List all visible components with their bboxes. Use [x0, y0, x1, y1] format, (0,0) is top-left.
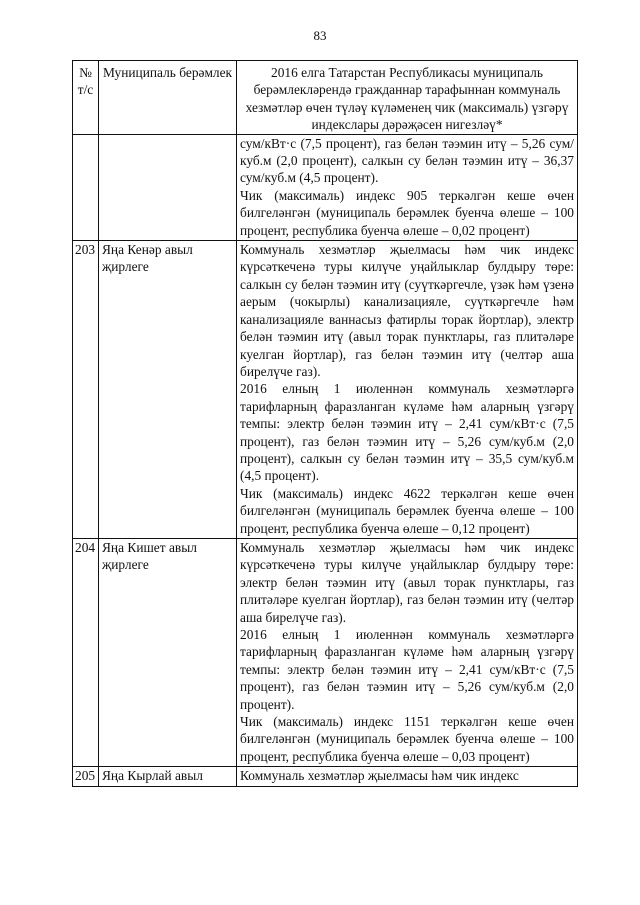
- table-header-row: [73, 61, 578, 135]
- row-description: [237, 767, 578, 786]
- row-municipality: Яңа Кырлай авыл: [99, 767, 237, 786]
- row-number: 204: [73, 538, 99, 766]
- row-municipality: [99, 134, 237, 240]
- page-number: 83: [313, 28, 327, 43]
- description-paragraph: 2016 елның 1 июленнән коммуналь хезмәтләргә тарифларның фаразланган күләме һәм аларның үзгәрү темпы: электр белән тәэмин итү – 2,41 сум/кВт·с (7,5 процент), газ белән тәэмин итү – 5,26 сум/куб.м (2,0 процент), салкын су белән тәэмин итү – 35,5 сум/куб.м (4,5 процент).: [240, 381, 574, 484]
- description-paragraph: Чик (максималь) индекс 4622 теркәлгән кеше өчен билгеләнгән (муниципаль берәмлек буенча өлеше – 100 процент, республика буенча өлеше – 0,12 процент): [240, 485, 574, 536]
- row-municipality: Яңа Кишет авыл җирлеге: [99, 538, 237, 766]
- description-paragraph: Коммуналь хезмәтләр җыелмасы һәм чик индекс күрсәткеченә туры килүче уңайлыклар булдыру төре: электр белән тәэмин итү (авыл торак пунктлары, газ плитәләре куелган йортлар), газ белән тәэмин итү (челтәр аша бирелүче газ).: [240, 539, 574, 625]
- row-number: 205: [73, 767, 99, 786]
- description-paragraph: Чик (максималь) индекс 1151 теркәлгән кеше өчен билгеләнгән (муниципаль берәмлек буенча өлеше – 100 процент, республика буенча өлеше – 0,03 процент): [240, 714, 574, 764]
- table-row: [73, 241, 578, 539]
- header-description: 2016 елга Татарстан Республикасы муниципаль берәмлекләрендә гражданнар тарафыннан коммуналь хезмәтләр өчен түләү күләменең чик (максималь) үзгәрү индекслары дәрәҗәсен нигезләү*: [237, 61, 578, 135]
- description-paragraph: Коммуналь хезмәтләр җыелмасы һәм чик индекс: [240, 768, 519, 784]
- table-row: [73, 538, 578, 766]
- row-description: [237, 134, 578, 240]
- row-description: [237, 241, 578, 539]
- table-row: [73, 134, 578, 240]
- description-paragraph: Чик (максималь) индекс 905 теркәлгән кеше өчен билгеләнгән (муниципаль берәмлек буенча өлеше – 100 процент, республика буенча өлеше – 0,02 процент): [240, 187, 574, 238]
- row-number: [73, 134, 99, 240]
- table-row: [73, 767, 578, 786]
- row-municipality: Яңа Кенәр авыл җирлеге: [99, 241, 237, 539]
- header-municipality: Муниципаль берәмлек: [99, 61, 237, 135]
- description-paragraph: Коммуналь хезмәтләр җыелмасы һәм чик индекс күрсәткеченә туры килүче уңайлыклар булдыру төре: салкын су белән тәэмин итү (суүткәргечле, үзәк һәм үзенә аерым (чокырлы) канализацияле, суүткәргечле һәм канализацияле ваннасыз фатирлы торак йортлар), электр белән тәэмин итү (авыл торак пунктлары, газ плитәләре куелган йортлар), газ белән тәэмин итү (челтәр аша бирелүче газ).: [240, 242, 574, 379]
- description-paragraph: 2016 елның 1 июленнән коммуналь хезмәтләргә тарифларның фаразланган күләме һәм аларның үзгәрү темпы: электр белән тәэмин итү – 2,41 сум/кВт·с (7,5 процент), газ белән тәэмин итү – 5,26 сум/куб.м (2,0 процент).: [240, 627, 574, 712]
- tariff-index-table: [72, 60, 578, 787]
- header-number: № т/с: [73, 61, 99, 135]
- description-paragraph: сум/кВт·с (7,5 процент), газ белән тәэмин итү – 5,26 сум/куб.м (2,0 процент), салкын су белән тәэмин итү – 36,37 сум/куб.м (4,5 процент).: [240, 135, 574, 186]
- row-description: [237, 538, 578, 766]
- row-number: 203: [73, 241, 99, 539]
